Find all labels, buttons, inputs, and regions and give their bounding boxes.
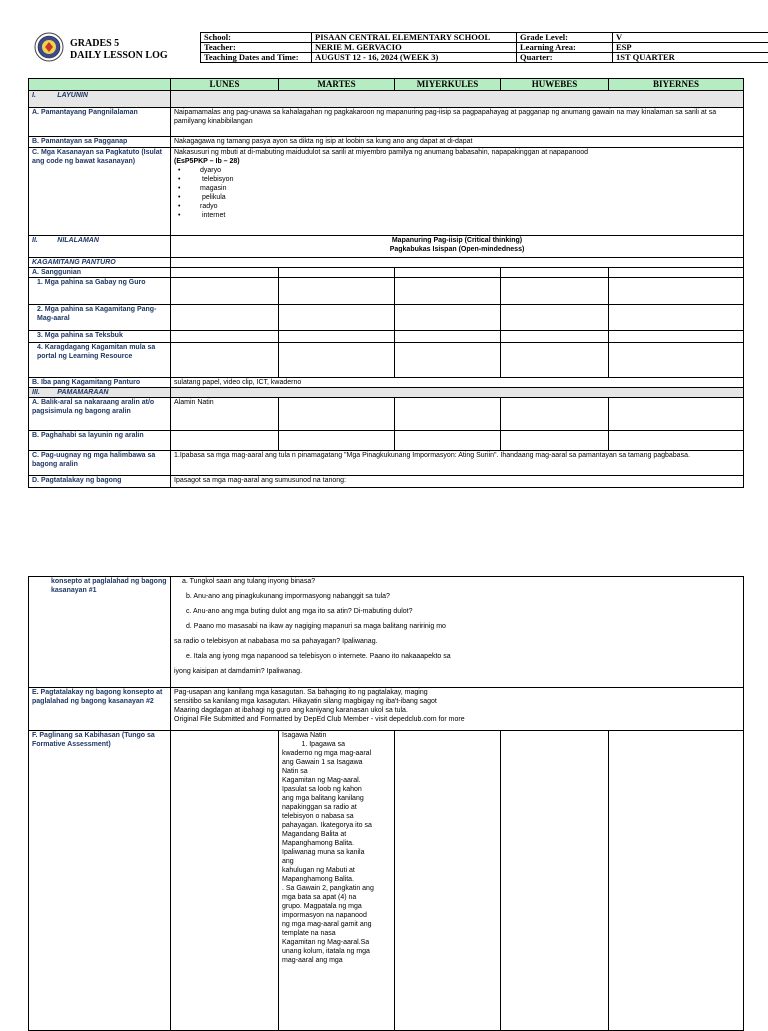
section-kagamitan: KAGAMITANG PANTURO bbox=[29, 258, 171, 268]
grade-value: V bbox=[613, 33, 768, 43]
cell bbox=[501, 431, 609, 451]
cell bbox=[609, 431, 744, 451]
cell bbox=[171, 331, 279, 343]
cell bbox=[395, 431, 501, 451]
row-label-karagdagang-kagamitan: 4. Karagdagang Kagamitan mula sa portal ng Learning Resource bbox=[29, 343, 171, 378]
cell bbox=[395, 331, 501, 343]
isagawa-line: mag-aaral ang mga bbox=[282, 956, 391, 965]
cell bbox=[171, 268, 279, 278]
isagawa-line: ng mga mag-aaral gamit ang bbox=[282, 920, 391, 929]
isagawa-line: unang kolum, itatala ng mga bbox=[282, 947, 391, 956]
cell bbox=[395, 731, 501, 1031]
cell bbox=[171, 431, 279, 451]
iba-pang-kagamitan-text: sulatang papel, video clip, ICT, kwaderno bbox=[171, 378, 744, 388]
cell bbox=[395, 305, 501, 331]
area-label: Learning Area: bbox=[517, 43, 613, 53]
questions-cell bbox=[171, 577, 744, 688]
media-item: • radyo bbox=[174, 202, 740, 211]
day-monday: LUNES bbox=[171, 79, 279, 91]
isagawa-line: kahulugan ng Mabuti at bbox=[282, 866, 391, 875]
cell bbox=[609, 305, 744, 331]
isagawa-line: Mapanghamong Balita. bbox=[282, 839, 391, 848]
isagawa-line: pahayagan. Ikategorya ito sa bbox=[282, 821, 391, 830]
log-title bbox=[70, 38, 168, 62]
isagawa-text bbox=[282, 731, 391, 965]
cell bbox=[501, 731, 609, 1031]
kasanayan-code: (EsP5PKP – Ib – 28) bbox=[174, 157, 740, 166]
cell bbox=[279, 431, 395, 451]
row-label-pagtatalakay-1: D. Pagtatalakay ng bagong bbox=[29, 476, 171, 488]
cell bbox=[501, 305, 609, 331]
nilalaman-cell bbox=[171, 236, 744, 258]
row-label-balik-aral: A. Balik-aral sa nakaraang aralin at/o pagsisimula ng bagong aralin bbox=[29, 398, 171, 431]
media-item: • telebisyon bbox=[174, 175, 740, 184]
dll-title: DAILY LESSON LOG bbox=[70, 50, 168, 62]
isagawa-line: telebisyon o nabasa sa bbox=[282, 812, 391, 821]
isagawa-line: Mapanghamong Balita. bbox=[282, 875, 391, 884]
cell bbox=[171, 343, 279, 378]
media-item: • dyaryo bbox=[174, 166, 740, 175]
cell bbox=[171, 278, 279, 305]
quarter-value: 1ST QUARTER bbox=[613, 53, 768, 63]
media-item: • internet bbox=[174, 211, 740, 220]
cell bbox=[501, 278, 609, 305]
cell bbox=[279, 268, 395, 278]
pamantayan-pagganap-text: Nakagagawa ng tamang pasya ayon sa dikta ng isip at loobin sa kung ano ang dapat at di-dapat bbox=[171, 137, 744, 148]
isagawa-line: ang bbox=[282, 857, 391, 866]
cell bbox=[395, 278, 501, 305]
cell bbox=[609, 331, 744, 343]
media-item: • pelikula bbox=[174, 193, 740, 202]
media-list bbox=[174, 166, 740, 220]
cell bbox=[171, 731, 279, 1031]
cell bbox=[609, 398, 744, 431]
isagawa-line: Natin sa bbox=[282, 767, 391, 776]
isagawa-line: ang mga balitang kanilang bbox=[282, 794, 391, 803]
question-e: e. Itala ang iyong mga napanood sa telebisyon o internete. Paano ito nakaaapekto sa bbox=[174, 652, 740, 661]
isagawa-line: Ipasulat sa loob ng kahon bbox=[282, 785, 391, 794]
area-value: ESP bbox=[613, 43, 768, 53]
isagawa-line: napakinggan sa radio at bbox=[282, 803, 391, 812]
pagtatalakay-2-line: Maaring dagdagan at ibahagi ng guro ang kaniyang karanasan ukol sa tula. bbox=[174, 706, 740, 715]
cell bbox=[279, 331, 395, 343]
day-wednesday: MIYERKULES bbox=[395, 79, 501, 91]
isagawa-line: 1. Ipagawa sa bbox=[282, 740, 391, 749]
pagtatalakay-1-text: Ipasagot sa mga mag-aaral ang sumusunod na tanong: bbox=[171, 476, 744, 488]
day-thursday: HUWEBES bbox=[501, 79, 609, 91]
isagawa-line: Ipaliwanag muna sa kanila bbox=[282, 848, 391, 857]
cell bbox=[609, 343, 744, 378]
pamamaraan-band bbox=[171, 388, 744, 398]
question-e-cont: iyong kaisipan at damdamin? Ipaliwanag. bbox=[174, 667, 740, 676]
grade-title: GRADES 5 bbox=[70, 38, 168, 50]
isagawa-line: Kagamitan ng Mag-aaral.Sa bbox=[282, 938, 391, 947]
question-d-cont: sa radio o telebisyon at nababasa mo sa pahayagan? Ipaliwanag. bbox=[174, 637, 740, 646]
cell bbox=[279, 305, 395, 331]
kagamitan-band bbox=[171, 258, 744, 268]
cell bbox=[609, 278, 744, 305]
isagawa-line: template na nasa bbox=[282, 929, 391, 938]
page-header bbox=[28, 29, 743, 67]
isagawa-line: Isagawa Natin bbox=[282, 731, 391, 740]
media-item: • magasin bbox=[174, 184, 740, 193]
row-label-paghahabi: B. Paghahabi sa layunin ng aralin bbox=[29, 431, 171, 451]
cell bbox=[501, 343, 609, 378]
corner-cell bbox=[29, 79, 171, 91]
dates-value: AUGUST 12 - 16, 2024 (WEEK 3) bbox=[312, 53, 517, 63]
question-c: c. Anu-ano ang mga buting dulot ang mga ito sa atin? Di-mabuting dulot? bbox=[174, 607, 740, 616]
row-label-iba-pang-kagamitan: B. Iba pang Kagamitang Panturo bbox=[29, 378, 171, 388]
cell bbox=[609, 731, 744, 1031]
kasanayan-cell bbox=[171, 148, 744, 236]
cell bbox=[609, 268, 744, 278]
pagtatalakay-2-line: Original File Submitted and Formatted by DepEd Club Member - visit depedclub.com for more bbox=[174, 715, 740, 724]
school-label: School: bbox=[201, 33, 312, 43]
isagawa-line: Magandang Balita at bbox=[282, 830, 391, 839]
row-label-kasanayan: C. Mga Kasanayan sa Pagkatuto (Isulat ang code ng bawat kasanayan) bbox=[29, 148, 171, 236]
pagtatalakay-2-cell bbox=[171, 688, 744, 731]
cell bbox=[279, 398, 395, 431]
day-tuesday: MARTES bbox=[279, 79, 395, 91]
isagawa-line: mga bata sa apat (4) na bbox=[282, 893, 391, 902]
school-value: PISAAN CENTRAL ELEMENTARY SCHOOL bbox=[312, 33, 517, 43]
row-label-kagamitang-mag-aaral: 2. Mga pahina sa Kagamitang Pang-Mag-aaral bbox=[29, 305, 171, 331]
row-label-pagtatalakay-2: E. Pagtatalakay ng bagong konsepto at paglalahad ng bagong kasanayan #2 bbox=[29, 688, 171, 731]
kasanayan-text: Nakasusuri ng mbuti at di-mabuting maidudulot sa sarili at miyembro pamilya ng anumang babasahin, napapakinggan at napapanood bbox=[174, 148, 740, 157]
section-pamamaraan: III. PAMAMARAAN bbox=[29, 388, 171, 398]
row-label-sanggunian: A. Sanggunian bbox=[29, 268, 171, 278]
teacher-label: Teacher: bbox=[201, 43, 312, 53]
row-label-paglinang: F. Paglinang sa Kabihasan (Tungo sa Formative Assessment) bbox=[29, 731, 171, 1031]
lesson-log-table bbox=[28, 78, 744, 488]
day-friday: BIYERNES bbox=[609, 79, 744, 91]
section-layunin: I. LAYUNIN bbox=[29, 91, 171, 108]
cell bbox=[395, 343, 501, 378]
row-label-teksbuk: 3. Mga pahina sa Teksbuk bbox=[29, 331, 171, 343]
isagawa-line: kwaderno ng mga mag-aaral bbox=[282, 749, 391, 758]
cell bbox=[279, 278, 395, 305]
row-label-pag-uugnay: C. Pag-uugnay ng mga halimbawa sa bagong aralin bbox=[29, 451, 171, 476]
pag-uugnay-text: 1.Ipabasa sa mga mag-aaral ang tula n pinamagatang "Mga Pinagkukunang Impormasyon: Ating Suriin". Ihandaang mag-aaral sa pamantayan sa tamang pagbabasa. bbox=[171, 451, 744, 476]
section-layunin-band bbox=[171, 91, 744, 108]
dates-label: Teaching Dates and Time: bbox=[201, 53, 312, 63]
isagawa-line: ang Gawain 1 sa Isagawa bbox=[282, 758, 391, 767]
row-label-gabay-guro: 1. Mga pahina sa Gabay ng Guro bbox=[29, 278, 171, 305]
question-d: d. Paano mo masasabi na ikaw ay nagiging mapanuri sa maga balitang naririnig mo bbox=[174, 622, 740, 631]
pamantayang-pangnilalaman-text: Naipamamalas ang pag-unawa sa kahalagahan ng pagkakaroon ng mapanuring pag-iisip sa pagpapahayag at pagganap ng anumang gawain na may kinalaman sa sarili at sa pamilyang kinabibilangan bbox=[171, 108, 744, 137]
header-info-table bbox=[200, 32, 768, 63]
section-nilalaman: II. NILALAMAN bbox=[29, 236, 171, 258]
cell bbox=[395, 268, 501, 278]
isagawa-line: . Sa Gawain 2, pangkatin ang bbox=[282, 884, 391, 893]
row-label-pamantayan-pagganap: B. Pamantayan sa Pagganap bbox=[29, 137, 171, 148]
isagawa-cell bbox=[279, 731, 395, 1031]
balik-aral-text: Alamin Natin bbox=[171, 398, 279, 431]
nilalaman-line2: Pagkabukas Isispan (Open-mindedness) bbox=[174, 245, 740, 254]
isagawa-line: grupo. Magpatala ng mga bbox=[282, 902, 391, 911]
question-b: b. Anu-ano ang pinagkukunang impormasyong nabanggit sa tula? bbox=[174, 592, 740, 601]
grade-label: Grade Level: bbox=[517, 33, 613, 43]
cell bbox=[395, 398, 501, 431]
row-label-pagtatalakay-1-cont: konsepto at paglalahad ng bagong kasanayan #1 bbox=[29, 577, 171, 688]
row-label-pamantayang-pangnilalaman: A. Pamantayang Pangnilalaman bbox=[29, 108, 171, 137]
cell bbox=[501, 331, 609, 343]
cell bbox=[501, 268, 609, 278]
quarter-label: Quarter: bbox=[517, 53, 613, 63]
nilalaman-line1: Mapanuring Pag-iisip (Critical thinking) bbox=[174, 236, 740, 245]
isagawa-line: impormasyon na napanood bbox=[282, 911, 391, 920]
isagawa-line: Kagamitan ng Mag-aaral. bbox=[282, 776, 391, 785]
question-a: a. Tungkol saan ang tulang inyong binasa? bbox=[174, 577, 740, 586]
lesson-log-table-continued bbox=[28, 576, 744, 1031]
cell bbox=[171, 305, 279, 331]
deped-seal-icon bbox=[34, 32, 64, 62]
pagtatalakay-2-line: sensitibo sa kanilang mga kasagutan. Hikayatin silang magbigay ng iba't-ibang sagot bbox=[174, 697, 740, 706]
teacher-value: NERIE M. GERVACIO bbox=[312, 43, 517, 53]
pagtatalakay-2-line: Pag-usapan ang kanilang mga kasagutan. Sa bahaging ito ng pagtalakay, maging bbox=[174, 688, 740, 697]
cell bbox=[279, 343, 395, 378]
cell bbox=[501, 398, 609, 431]
